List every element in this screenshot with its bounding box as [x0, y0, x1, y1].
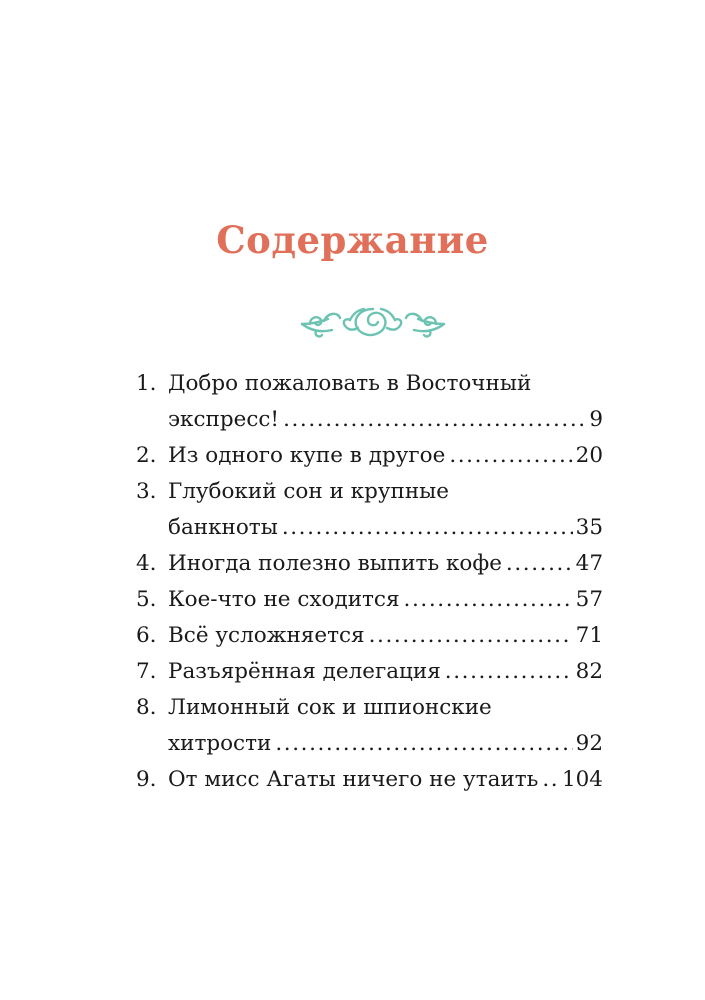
chapter-number: 2. — [136, 443, 157, 468]
chapter-title: Глубокий сон и крупные — [168, 479, 450, 504]
chapter-title: банкноты — [168, 515, 278, 540]
dot-leader — [283, 402, 586, 438]
toc-entry[interactable] — [136, 618, 603, 654]
chapter-number: 1. — [136, 371, 157, 396]
chapter-number: 8. — [136, 695, 157, 720]
table-of-contents — [136, 366, 603, 798]
chapter-title: Разъярённая делегация — [168, 659, 441, 684]
toc-entry[interactable] — [136, 438, 603, 474]
chapter-number: 3. — [136, 479, 157, 504]
toc-entry[interactable] — [136, 474, 603, 546]
dot-leader — [369, 618, 573, 654]
page-number: 35 — [575, 515, 603, 540]
toc-entry[interactable] — [136, 546, 603, 582]
chapter-title: Лимонный сок и шпионские — [168, 695, 492, 720]
chapter-title: Добро пожаловать в Восточный — [168, 371, 532, 396]
dot-leader — [404, 582, 573, 618]
chapter-title: хитрости — [168, 731, 272, 756]
chapter-number: 5. — [136, 587, 157, 612]
page-title: Содержание — [216, 218, 489, 262]
toc-entry[interactable] — [136, 366, 603, 438]
chapter-title: Кое-что не сходится — [168, 587, 400, 612]
dot-leader — [506, 546, 573, 582]
chapter-title: Иногда полезно выпить кофе — [168, 551, 502, 576]
chapter-number: 6. — [136, 623, 157, 648]
dot-leader — [275, 726, 572, 762]
page-number: 57 — [575, 587, 603, 612]
chapter-title: экспресс! — [168, 407, 280, 432]
chapter-number: 7. — [136, 659, 157, 684]
chapter-title: Всё усложняется — [168, 623, 365, 648]
chapter-title: От мисс Агаты ничего не утаить — [168, 767, 539, 792]
toc-entry[interactable] — [136, 654, 603, 690]
page-number: 71 — [575, 623, 603, 648]
chapter-number: 9. — [136, 767, 157, 792]
floral-divider-icon — [298, 300, 448, 344]
page-number: 9 — [589, 407, 603, 432]
page-number: 20 — [575, 443, 603, 468]
toc-entry[interactable] — [136, 690, 603, 762]
page-number: 82 — [575, 659, 603, 684]
page-number: 47 — [575, 551, 603, 576]
page-number: 104 — [561, 767, 603, 792]
dot-leader — [449, 438, 572, 474]
dot-leader — [282, 510, 573, 546]
dot-leader — [445, 654, 573, 690]
page-number: 92 — [575, 731, 603, 756]
toc-entry[interactable] — [136, 582, 603, 618]
chapter-title: Из одного купе в другое — [168, 443, 446, 468]
chapter-number: 4. — [136, 551, 157, 576]
dot-leader — [542, 762, 559, 798]
toc-entry[interactable] — [136, 762, 603, 798]
